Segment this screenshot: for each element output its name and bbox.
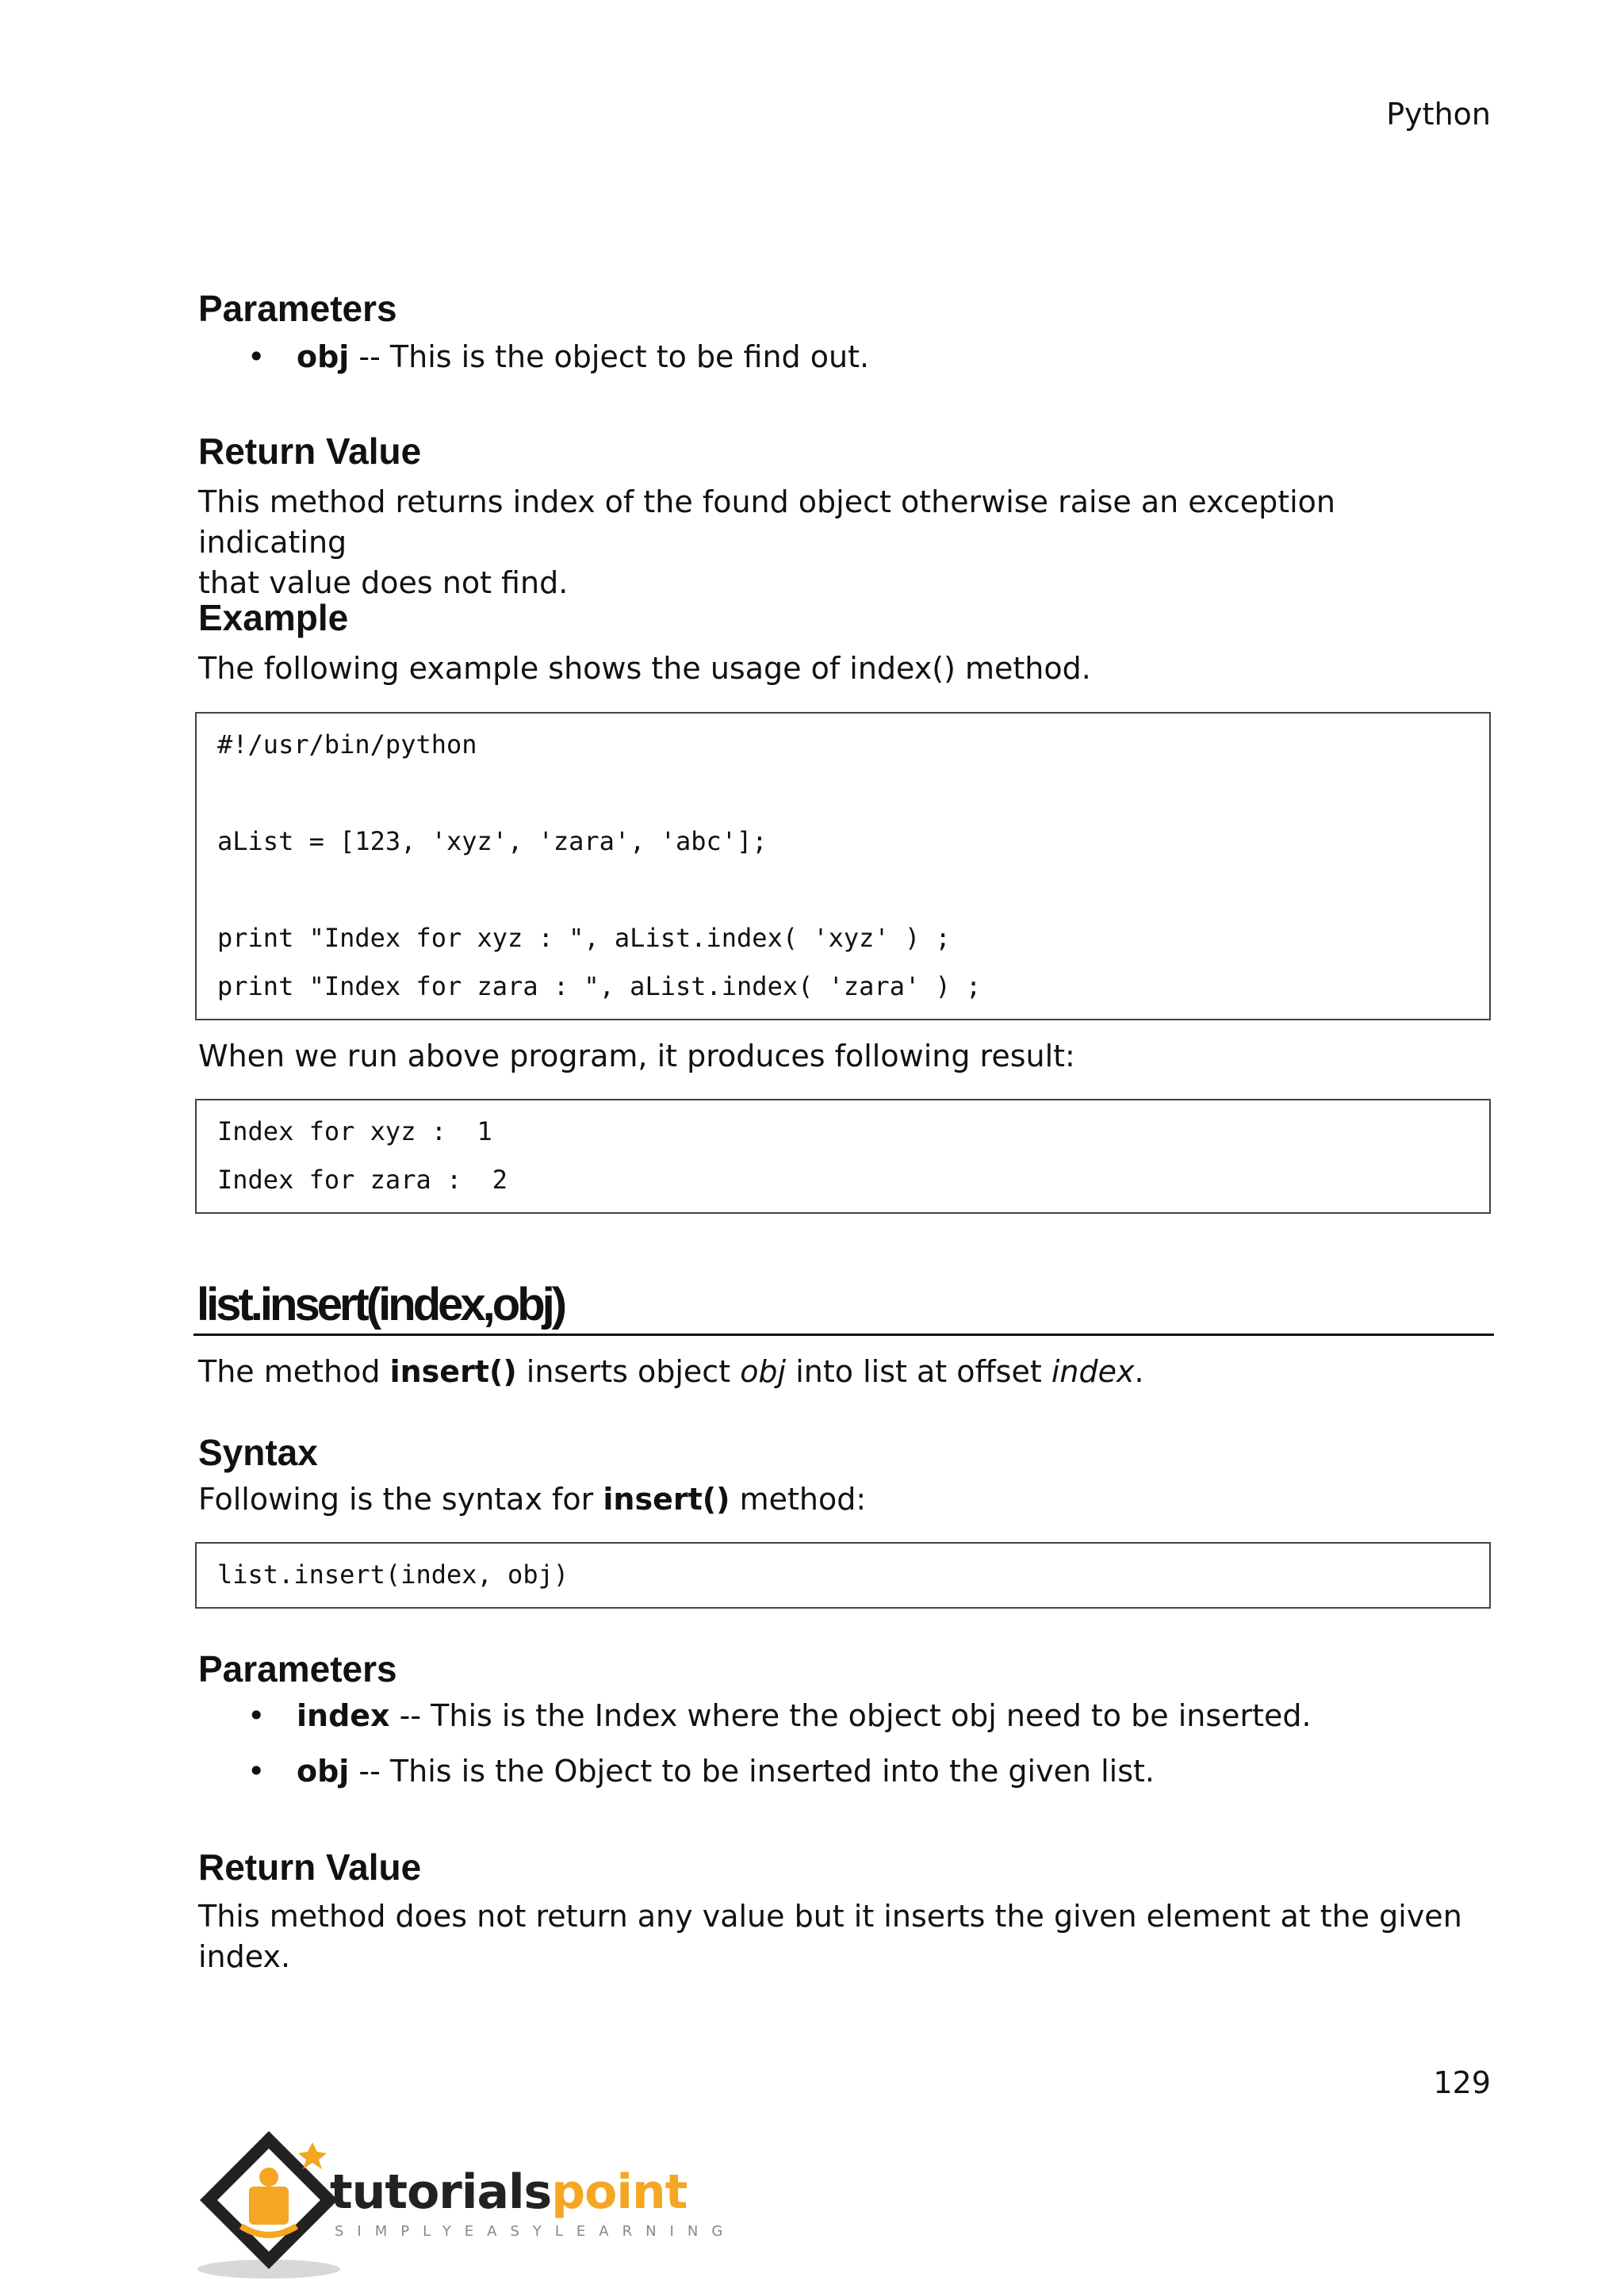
text-run: Following is the syntax for <box>198 1482 603 1517</box>
text-run: . <box>1134 1354 1144 1389</box>
return-line-1: This method returns index of the found object otherwise raise an exception indicating <box>198 484 1335 560</box>
output-block <box>195 1099 1491 1214</box>
syntax-code-block <box>195 1542 1491 1609</box>
return-line-1: This method does not return any value but it inserts the given element at the given <box>198 1899 1462 1934</box>
bullet-icon: • <box>247 339 266 374</box>
output-line: Index for zara : 2 <box>217 1165 508 1195</box>
parameters-heading: Parameters <box>198 1648 397 1689</box>
param-desc: -- This is the object to be find out. <box>349 339 870 374</box>
return-value-text <box>198 482 1492 603</box>
syntax-intro <box>198 1479 1492 1520</box>
text-run: The method <box>198 1354 390 1389</box>
param-name: obj <box>297 339 350 374</box>
param-desc: -- This is the Index where the object obj need to be inserted. <box>389 1698 1312 1733</box>
param-item <box>297 1698 1312 1733</box>
insert-description <box>198 1352 1492 1392</box>
return-value-heading: Return Value <box>198 1846 422 1888</box>
param-item <box>297 339 869 374</box>
section-title-rule <box>193 1334 1494 1336</box>
bullet-icon: • <box>247 1698 266 1733</box>
param-name: index <box>297 1698 390 1733</box>
example-heading: Example <box>198 597 349 638</box>
output-line: Index for xyz : 1 <box>217 1116 492 1146</box>
logo-word-tutorials: tutorials <box>330 2164 552 2220</box>
example-intro: The following example shows the usage of index() method. <box>198 651 1091 686</box>
param-ref: index <box>1051 1354 1135 1389</box>
return-line-2: that value does not find. <box>198 565 569 600</box>
return-value-heading: Return Value <box>198 430 422 472</box>
section-title: list.insert(index,obj) <box>197 1279 565 1330</box>
code-line: list.insert(index, obj) <box>217 1559 569 1590</box>
parameters-heading: Parameters <box>198 288 397 329</box>
code-line: print "Index for xyz : ", aList.index( 'xyz' ) ; <box>217 923 951 953</box>
code-line: aList = [123, 'xyz', 'zara', 'abc']; <box>217 826 768 856</box>
logo-tagline: SIMPLYEASYLEARNING <box>335 2223 737 2240</box>
text-run: inserts object <box>516 1354 741 1389</box>
page-number: 129 <box>1433 2065 1491 2100</box>
method-name: insert() <box>603 1482 730 1517</box>
syntax-heading: Syntax <box>198 1432 318 1473</box>
tutorialspoint-logo <box>193 2125 737 2283</box>
method-name: insert() <box>389 1354 517 1389</box>
param-name: obj <box>297 1754 350 1789</box>
code-line: #!/usr/bin/python <box>217 729 477 760</box>
bullet-icon: • <box>247 1754 266 1789</box>
param-desc: -- This is the Object to be inserted into the given list. <box>349 1754 1155 1789</box>
param-ref: obj <box>740 1354 787 1389</box>
param-item <box>297 1754 1155 1789</box>
return-line-2: index. <box>198 1939 291 1974</box>
logo-word-point: point <box>551 2164 688 2220</box>
text-run: into list at offset <box>786 1354 1051 1389</box>
text-run: method: <box>730 1482 867 1517</box>
example-code-block <box>195 712 1491 1020</box>
result-intro: When we run above program, it produces following result: <box>198 1039 1075 1073</box>
logo-wordmark <box>330 2164 687 2220</box>
running-header: Python <box>1386 97 1491 132</box>
return-value-text <box>198 1896 1492 1977</box>
code-line: print "Index for zara : ", aList.index( 'zara' ) ; <box>217 971 982 1001</box>
